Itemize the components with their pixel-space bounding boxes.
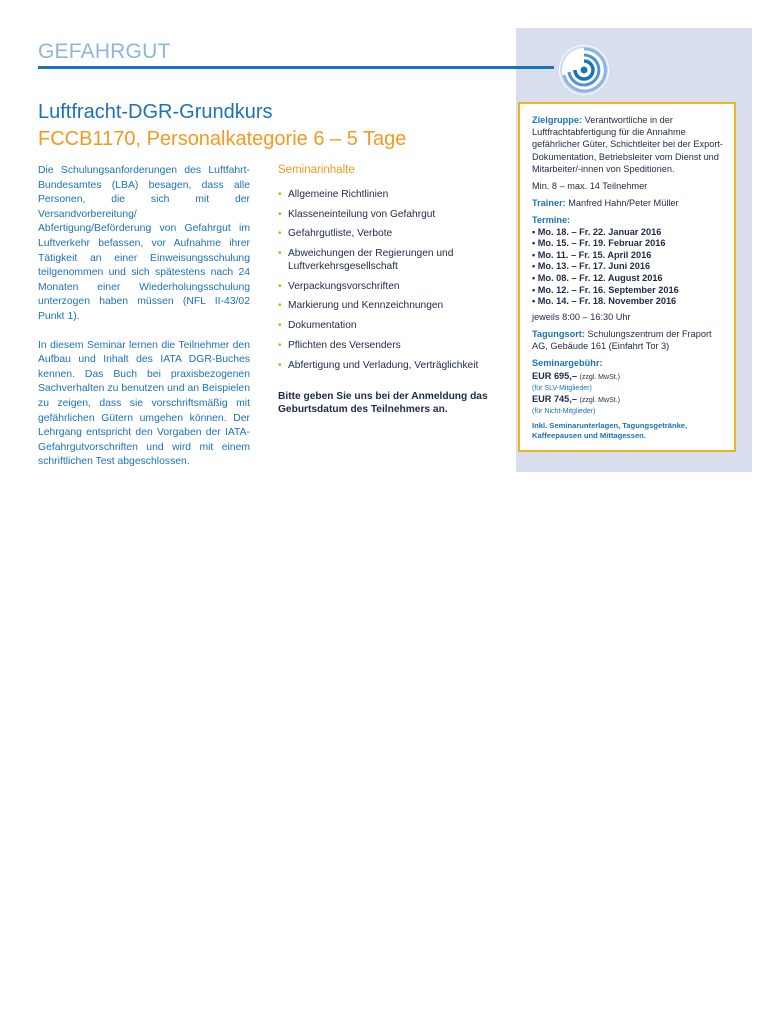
- dates-block: [532, 214, 724, 323]
- bullet-icon: •: [278, 208, 282, 220]
- list-item: • Allgemeine Richtlinien: [278, 189, 389, 200]
- intro-text: [38, 164, 250, 484]
- course-subtitle: FCCB1170, Personalkategorie 6 – 5 Tage: [38, 128, 407, 150]
- fee-member-tax: (zzgl. MwSt.): [579, 373, 620, 381]
- registration-note: Bitte geben Sie uns bei der Anmeldung das Geburtsdatum des Teilnehmers an.: [278, 390, 488, 415]
- list-item: • Dokumentation: [278, 320, 357, 332]
- fee-member-note: (für SLV-Mitglieder): [532, 384, 592, 392]
- venue-text: Schulungszentrum der Fraport AG, Gebäude 161 (Einfahrt Tor 3): [532, 328, 712, 352]
- intro-paragraph-1: Die Schulungsanforderungen des Luftfahrt-Bundesamtes (LBA) besagen, dass alle Personen, die sich mit der Versandvorbereitung/ Abfertigung/Beförderung von Gefahrgut im Luftverkehr befassen, vor Aufnahme ihrer Tätigkeit an einer Einweisungsschulung teilgenommen und sich spätestens nach 24 Monaten einer Wiederholungsschulung unterzogen haben müssen (NFL II-43/02 Punkt 1).: [38, 165, 250, 322]
- venue-label: Tagungsort:: [532, 328, 585, 339]
- venue: [532, 328, 724, 352]
- info-box: [518, 102, 736, 452]
- included-services: Inkl. Seminarunterlagen, Tagungsgetränke, Kaffeepausen und Mittagessen.: [532, 421, 688, 440]
- target-group-text: Verantwortliche in der Luftfrachtabfertigung für die Annahme gefährlicher Güter, Schichtleiter bei der Export-Dokumentation, Betriebsleiter vom Dienst und Mitarbeiter/-innen von Speditionen.: [532, 115, 723, 174]
- participants: Min. 8 – max. 14 Teilnehmer: [532, 181, 648, 192]
- list-item: • Klasseneinteilung von Gefahrgut: [278, 208, 436, 220]
- trainer: [532, 197, 724, 209]
- list-item: • Verpackungsvorschriften: [278, 280, 400, 292]
- bullet-icon: •: [278, 228, 282, 240]
- list-item: • Pflichten des Versenders: [278, 339, 401, 351]
- dates-label: Termine:: [532, 215, 571, 226]
- date-item: • Mo. 18. – Fr. 22. Januar 2016: [532, 226, 662, 237]
- fee-member-price: EUR 695,–: [532, 370, 577, 381]
- target-group: [532, 114, 724, 175]
- bullet-icon: •: [278, 320, 282, 332]
- bullet-icon: •: [278, 300, 282, 312]
- fee-label: Seminargebühr:: [532, 358, 603, 369]
- seminar-contents: [278, 164, 494, 417]
- bullet-icon: •: [278, 189, 282, 200]
- fee-member: [532, 370, 724, 393]
- course-title: Luftfracht-DGR-Grundkurs: [38, 101, 273, 123]
- dates-list: [532, 227, 724, 308]
- intro-paragraph-2: In diesem Seminar lernen die Teilnehmer den Aufbau und Inhalt des IATA DGR-Buches kennen. Das Buch bei praxisbezogenen Sachverhalten zu benutzen und an Beispielen zu zeigen, dass sie vorschriftsmäßig mit gefährlichen Gütern umgehen können. Der Lehrgang entspricht den Vorgaben der IATA-Gefahrgutvorschriften und wird mit einem schriftlichen Test abgeschlossen.: [38, 339, 250, 468]
- fee-nonmember-price: EUR 745,–: [532, 393, 577, 404]
- bullet-icon: •: [278, 248, 282, 260]
- fee-nonmember-note: (für Nicht-Mitglieder): [532, 408, 596, 415]
- seminar-contents-heading: Seminarinhalte: [278, 164, 355, 176]
- list-item: • Gefahrgutliste, Verbote: [278, 228, 393, 240]
- logo-swirl-icon: [558, 44, 610, 96]
- date-item: • Mo. 11. – Fr. 15. April 2016: [532, 249, 652, 260]
- list-item: • Abfertigung und Verladung, Verträglichkeit: [278, 359, 479, 371]
- bullet-icon: •: [278, 339, 282, 351]
- trainer-label: Trainer:: [532, 198, 566, 209]
- fee-block: [532, 357, 724, 416]
- date-item: • Mo. 14. – Fr. 18. November 2016: [532, 296, 677, 307]
- section-title: GEFAHRGUT: [38, 40, 171, 63]
- target-group-label: Zielgruppe:: [532, 115, 583, 125]
- header-divider: [38, 66, 554, 69]
- bullet-icon: •: [278, 359, 282, 371]
- date-item: • Mo. 12. – Fr. 16. September 2016: [532, 284, 679, 295]
- trainer-names: Manfred Hahn/Peter Müller: [568, 198, 679, 209]
- fee-nonmember: [532, 393, 724, 416]
- time-text: jeweils 8:00 – 16:30 Uhr: [532, 311, 631, 322]
- fee-nonmember-tax: (zzgl. MwSt.): [579, 396, 620, 404]
- seminar-contents-list: [278, 188, 494, 372]
- date-item: • Mo. 15. – Fr. 19. Februar 2016: [532, 238, 666, 249]
- bullet-icon: •: [278, 280, 282, 292]
- date-item: • Mo. 08. – Fr. 12. August 2016: [532, 273, 663, 283]
- list-item: • Abweichungen der Regierungen und Luftverkehrsgesellschaft: [278, 248, 454, 273]
- list-item: • Markierung und Kennzeichnungen: [278, 300, 444, 312]
- date-item: • Mo. 13. – Fr. 17. Juni 2016: [532, 261, 651, 272]
